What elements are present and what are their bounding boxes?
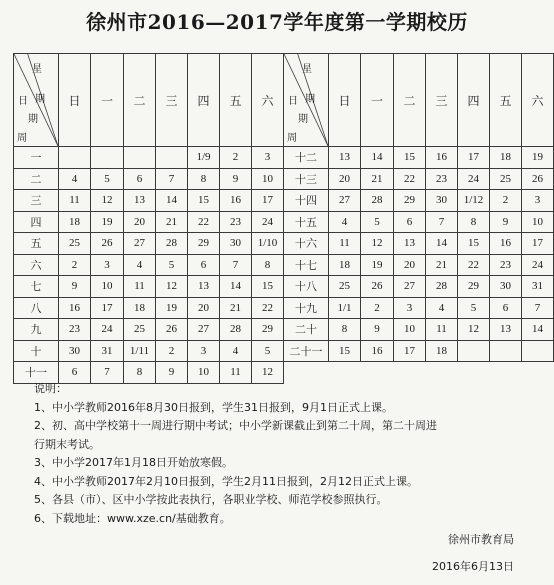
week-number-cell: 十五 — [284, 211, 329, 233]
weekday-header: 四 — [458, 54, 490, 147]
corner-label-qi: 期 — [35, 94, 45, 105]
weekday-header: 五 — [490, 54, 522, 147]
weekday-header: 六 — [252, 54, 284, 147]
date-cell: 13 — [124, 190, 156, 212]
date-cell: 3 — [522, 190, 554, 212]
date-cell: 10 — [252, 168, 284, 190]
date-cell: 23 — [490, 254, 522, 276]
date-cell: 30 — [59, 340, 91, 362]
date-cell: 16 — [426, 147, 458, 169]
weekday-header: 一 — [361, 54, 394, 147]
week-number-cell: 七 — [14, 276, 59, 298]
date-cell: 21 — [361, 168, 394, 190]
week-number-cell: 二十一 — [284, 340, 329, 362]
date-cell: 18 — [124, 297, 156, 319]
date-cell: 30 — [490, 276, 522, 298]
date-cell — [124, 147, 156, 169]
date-cell: 15 — [394, 147, 426, 169]
date-cell: 16 — [220, 190, 252, 212]
date-cell: 29 — [394, 190, 426, 212]
date-cell: 28 — [426, 276, 458, 298]
school-calendar-table — [13, 53, 554, 384]
note-item: 4、中小学教师2017年2月10日报到，学生2月11日报到，2月12日正式上课。 — [34, 474, 418, 488]
week-number-cell: 十 — [14, 340, 59, 362]
date-cell: 5 — [156, 254, 188, 276]
date-cell: 26 — [522, 168, 554, 190]
table-row — [14, 190, 554, 212]
week-number-cell: 十六 — [284, 233, 329, 255]
table-row — [14, 147, 554, 169]
notes-section — [34, 380, 544, 528]
date-cell: 14 — [426, 233, 458, 255]
date-cell: 21 — [156, 211, 188, 233]
date-cell: 26 — [91, 233, 124, 255]
date-cell: 13 — [394, 233, 426, 255]
note-item: 5、各县（市）、区中小学按此表执行，各职业学校、师范学校参照执行。 — [34, 493, 388, 506]
date-cell: 23 — [59, 319, 91, 341]
date-cell: 15 — [329, 340, 361, 362]
date-cell: 2 — [59, 254, 91, 276]
date-cell: 6 — [188, 254, 220, 276]
date-cell: 21 — [220, 297, 252, 319]
corner-label-qi: 期 — [305, 94, 315, 105]
date-cell: 11 — [59, 190, 91, 212]
week-number-cell: 十二 — [284, 147, 329, 169]
date-cell: 17 — [91, 297, 124, 319]
date-cell: 27 — [329, 190, 361, 212]
week-number-cell: 二十 — [284, 319, 329, 341]
date-cell: 22 — [252, 297, 284, 319]
date-cell: 15 — [252, 276, 284, 298]
date-cell: 16 — [490, 233, 522, 255]
date-cell: 1/11 — [124, 340, 156, 362]
note-item: 6、下载地址：www.xze.cn/基础教育。 — [34, 511, 231, 525]
date-cell: 25 — [124, 319, 156, 341]
corner-label-ri: 日 — [18, 96, 28, 107]
date-cell: 8 — [329, 319, 361, 341]
week-number-cell: 五 — [14, 233, 59, 255]
date-cell: 16 — [361, 340, 394, 362]
date-cell: 2 — [220, 147, 252, 169]
date-cell: 25 — [59, 233, 91, 255]
date-cell: 27 — [124, 233, 156, 255]
date-cell: 14 — [220, 276, 252, 298]
date-cell: 28 — [361, 190, 394, 212]
corner-label-xing: 星 — [32, 64, 42, 75]
date-cell: 5 — [252, 340, 284, 362]
notes-heading: 说明： — [34, 382, 67, 395]
date-cell: 8 — [458, 211, 490, 233]
date-cell: 7 — [220, 254, 252, 276]
date-cell: 28 — [156, 233, 188, 255]
table-row — [14, 276, 554, 298]
corner-label-zhou: 周 — [287, 133, 297, 144]
date-cell: 7 — [426, 211, 458, 233]
table-row — [14, 233, 554, 255]
date-cell: 10 — [522, 211, 554, 233]
date-cell: 12 — [156, 276, 188, 298]
date-cell: 19 — [91, 211, 124, 233]
date-cell: 10 — [394, 319, 426, 341]
date-cell: 15 — [458, 233, 490, 255]
date-cell: 10 — [188, 362, 220, 384]
date-cell: 7 — [91, 362, 124, 384]
date-cell: 29 — [252, 319, 284, 341]
date-cell: 3 — [188, 340, 220, 362]
date-cell: 2 — [490, 190, 522, 212]
date-cell: 13 — [188, 276, 220, 298]
date-cell: 6 — [124, 168, 156, 190]
date-cell: 1/9 — [188, 147, 220, 169]
date-cell — [59, 147, 91, 169]
date-cell: 28 — [220, 319, 252, 341]
date-cell: 24 — [91, 319, 124, 341]
date-cell: 26 — [156, 319, 188, 341]
date-cell: 9 — [490, 211, 522, 233]
date-cell — [522, 340, 554, 362]
date-cell: 12 — [91, 190, 124, 212]
week-number-cell: 十四 — [284, 190, 329, 212]
week-number-cell: 十一 — [14, 362, 59, 384]
date-cell: 20 — [124, 211, 156, 233]
date-cell: 20 — [394, 254, 426, 276]
date-cell: 30 — [426, 190, 458, 212]
date-cell: 11 — [426, 319, 458, 341]
date-cell: 8 — [188, 168, 220, 190]
date-cell: 25 — [490, 168, 522, 190]
weekday-header: 一 — [91, 54, 124, 147]
date-cell: 17 — [458, 147, 490, 169]
date-cell: 6 — [490, 297, 522, 319]
table-row — [14, 168, 554, 190]
date-cell: 12 — [361, 233, 394, 255]
date-cell: 11 — [124, 276, 156, 298]
table-row — [14, 340, 554, 362]
note-item: 3、中小学2017年1月18日开始放寒假。 — [34, 456, 233, 469]
date-cell: 3 — [394, 297, 426, 319]
date-cell: 4 — [426, 297, 458, 319]
date-cell: 22 — [394, 168, 426, 190]
date-cell: 29 — [458, 276, 490, 298]
week-number-cell: 十九 — [284, 297, 329, 319]
corner-label-xing: 星 — [302, 64, 312, 75]
issuer-name: 徐州市教育局 — [448, 533, 514, 546]
table-row — [14, 211, 554, 233]
date-cell: 7 — [522, 297, 554, 319]
date-cell: 22 — [188, 211, 220, 233]
date-cell: 9 — [220, 168, 252, 190]
date-cell: 8 — [124, 362, 156, 384]
corner-label-zhou: 周 — [17, 133, 27, 144]
date-cell: 17 — [522, 233, 554, 255]
date-cell: 18 — [426, 340, 458, 362]
note-item: 2、初、高中学校第十一周进行期中考试；中小学新课截止到第二十周，第二十周进 — [34, 419, 437, 432]
weekday-header: 三 — [156, 54, 188, 147]
header-corner-cell — [284, 54, 329, 147]
date-cell: 9 — [156, 362, 188, 384]
date-cell: 20 — [188, 297, 220, 319]
date-cell: 23 — [426, 168, 458, 190]
week-number-cell: 十八 — [284, 276, 329, 298]
week-number-cell: 四 — [14, 211, 59, 233]
corner-label-qi2: 期 — [298, 114, 308, 125]
week-number-cell: 一 — [14, 147, 59, 169]
date-cell: 4 — [59, 168, 91, 190]
weekday-header: 六 — [522, 54, 554, 147]
weekday-header: 五 — [220, 54, 252, 147]
date-cell: 30 — [220, 233, 252, 255]
corner-label-ri: 日 — [288, 96, 298, 107]
date-cell: 2 — [156, 340, 188, 362]
date-cell: 16 — [59, 297, 91, 319]
date-cell: 9 — [361, 319, 394, 341]
note-item: 行期末考试。 — [34, 437, 100, 451]
date-cell — [91, 147, 124, 169]
table-header-row — [14, 54, 554, 147]
date-cell: 11 — [329, 233, 361, 255]
date-cell: 19 — [361, 254, 394, 276]
page-title: 徐州市2016—2017学年度第一学期校历 — [86, 10, 468, 34]
week-number-cell: 八 — [14, 297, 59, 319]
date-cell — [490, 340, 522, 362]
date-cell: 17 — [252, 190, 284, 212]
date-cell: 17 — [394, 340, 426, 362]
date-cell: 7 — [156, 168, 188, 190]
date-cell: 21 — [426, 254, 458, 276]
date-cell: 24 — [522, 254, 554, 276]
date-cell: 24 — [252, 211, 284, 233]
table-row — [14, 254, 554, 276]
date-cell: 3 — [252, 147, 284, 169]
date-cell: 4 — [124, 254, 156, 276]
date-cell: 31 — [522, 276, 554, 298]
date-cell: 20 — [329, 168, 361, 190]
date-cell: 1/10 — [252, 233, 284, 255]
issue-date: 2016年6月13日 — [432, 560, 514, 573]
date-cell: 26 — [361, 276, 394, 298]
week-number-cell: 十三 — [284, 168, 329, 190]
date-cell: 12 — [252, 362, 284, 384]
weekday-header: 二 — [394, 54, 426, 147]
date-cell: 18 — [490, 147, 522, 169]
date-cell: 27 — [394, 276, 426, 298]
date-cell: 25 — [329, 276, 361, 298]
date-cell: 9 — [59, 276, 91, 298]
date-cell: 15 — [188, 190, 220, 212]
date-cell: 5 — [458, 297, 490, 319]
note-item: 1、中小学教师2016年8月30日报到，学生31日报到，9月1日正式上课。 — [34, 400, 393, 414]
week-number-cell: 三 — [14, 190, 59, 212]
weekday-header: 二 — [124, 54, 156, 147]
weekday-header: 三 — [426, 54, 458, 147]
date-cell: 18 — [329, 254, 361, 276]
date-cell — [458, 340, 490, 362]
date-cell: 1/12 — [458, 190, 490, 212]
date-cell: 24 — [458, 168, 490, 190]
week-number-cell: 二 — [14, 168, 59, 190]
date-cell: 12 — [458, 319, 490, 341]
table-row — [14, 297, 554, 319]
date-cell: 14 — [522, 319, 554, 341]
date-cell: 5 — [91, 168, 124, 190]
date-cell — [156, 147, 188, 169]
table-row — [14, 319, 554, 341]
weekday-header: 日 — [329, 54, 361, 147]
date-cell: 8 — [252, 254, 284, 276]
date-cell: 10 — [91, 276, 124, 298]
week-number-cell: 十七 — [284, 254, 329, 276]
date-cell: 19 — [522, 147, 554, 169]
date-cell: 18 — [59, 211, 91, 233]
date-cell: 6 — [394, 211, 426, 233]
weekday-header: 四 — [188, 54, 220, 147]
date-cell: 31 — [91, 340, 124, 362]
date-cell: 13 — [490, 319, 522, 341]
date-cell: 2 — [361, 297, 394, 319]
date-cell: 23 — [220, 211, 252, 233]
week-number-cell: 九 — [14, 319, 59, 341]
date-cell: 19 — [156, 297, 188, 319]
weekday-header: 日 — [59, 54, 91, 147]
header-corner-cell — [14, 54, 59, 147]
date-cell: 14 — [156, 190, 188, 212]
date-cell: 4 — [329, 211, 361, 233]
corner-label-qi2: 期 — [28, 114, 38, 125]
date-cell: 11 — [220, 362, 252, 384]
date-cell: 6 — [59, 362, 91, 384]
date-cell: 27 — [188, 319, 220, 341]
date-cell: 3 — [91, 254, 124, 276]
date-cell: 22 — [458, 254, 490, 276]
date-cell: 13 — [329, 147, 361, 169]
date-cell: 29 — [188, 233, 220, 255]
date-cell: 4 — [220, 340, 252, 362]
week-number-cell: 六 — [14, 254, 59, 276]
date-cell: 1/1 — [329, 297, 361, 319]
date-cell: 5 — [361, 211, 394, 233]
date-cell: 14 — [361, 147, 394, 169]
